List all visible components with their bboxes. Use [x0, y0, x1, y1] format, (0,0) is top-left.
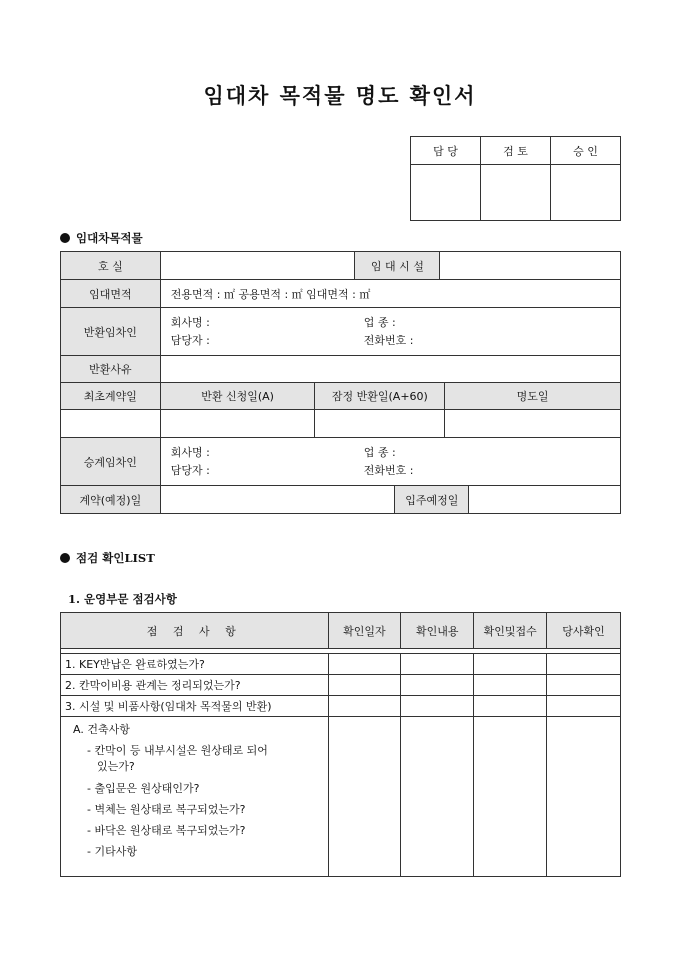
subsection-heading: 1. 운영부문 점검사항 — [68, 592, 177, 606]
section-heading-target — [60, 230, 143, 246]
return-tenant-value[interactable] — [160, 308, 620, 356]
area-value[interactable]: 전용면적 : ㎡ 공용면적 : ㎡ 임대면적 : ㎡ — [160, 280, 620, 308]
return-tenant-label: 반환임차인 — [61, 308, 161, 356]
check-item: - 기타사항 — [87, 845, 137, 858]
first-contract-label: 최초계약일 — [61, 383, 161, 410]
col-header-item: 점 검 사 항 — [61, 613, 329, 649]
col-header-date: 확인일자 — [328, 613, 401, 649]
contract-date-value[interactable] — [160, 486, 395, 514]
check-item-cont: 있는가? — [97, 760, 135, 773]
contract-date-label: 계약(예정)일 — [61, 486, 161, 514]
section-heading-checklist-text: 점검 확인LIST — [76, 551, 155, 565]
target-info-table — [60, 251, 621, 514]
approval-sign-approve[interactable] — [551, 165, 621, 221]
tentative-date-label: 잠정 반환일(A+60) — [315, 383, 445, 410]
movein-date-value[interactable] — [469, 486, 621, 514]
approval-header-review: 검 토 — [481, 137, 551, 165]
approval-header-staff: 담 당 — [411, 137, 481, 165]
industry-label: 업 종 : — [363, 315, 396, 329]
request-date-value[interactable] — [160, 410, 315, 438]
bullet-icon — [60, 233, 70, 243]
col-header-company: 당사확인 — [547, 613, 621, 649]
table-row: 2. 칸막이비용 관계는 정리되었는가? — [61, 675, 329, 696]
return-reason-value[interactable] — [160, 356, 620, 383]
successor-label: 승계임차인 — [61, 438, 161, 486]
col-header-receipt: 확인및접수 — [474, 613, 547, 649]
successor-manager-label: 담당자 : — [170, 463, 210, 477]
facility-value[interactable] — [440, 252, 621, 280]
movein-date-label: 입주예정일 — [395, 486, 469, 514]
successor-value[interactable] — [160, 438, 620, 486]
return-reason-label: 반환사유 — [61, 356, 161, 383]
check-item: - 바닥은 원상태로 복구되었는가? — [87, 824, 246, 837]
phone-label: 전화번호 : — [363, 333, 414, 347]
handover-date-value[interactable] — [445, 410, 621, 438]
company-label: 회사명 : — [170, 315, 210, 329]
section-heading-checklist — [60, 550, 155, 566]
approval-sign-review[interactable] — [481, 165, 551, 221]
approval-header-approve: 승 인 — [551, 137, 621, 165]
facility-label: 임 대 시 설 — [355, 252, 440, 280]
tentative-date-value[interactable] — [315, 410, 445, 438]
approval-sign-staff[interactable] — [411, 165, 481, 221]
document-title: 임대차 목적물 명도 확인서 — [203, 83, 477, 108]
handover-date-label: 명도일 — [445, 383, 621, 410]
building-items — [61, 717, 329, 877]
section-heading-target-text: 임대차목적물 — [76, 231, 143, 245]
col-header-content: 확인내용 — [401, 613, 474, 649]
successor-phone-label: 전화번호 : — [363, 463, 414, 477]
request-date-label: 반환 신청일(A) — [160, 383, 315, 410]
unit-value[interactable] — [160, 252, 355, 280]
check-item: - 출입문은 원상태인가? — [87, 782, 200, 795]
check-item: - 칸막이 등 내부시설은 원상태로 되어 — [87, 744, 268, 757]
approval-table — [410, 136, 621, 221]
building-label: A. 건축사항 — [73, 723, 130, 736]
bullet-icon — [60, 553, 70, 563]
table-row: 1. KEY반납은 완료하였는가? — [61, 654, 329, 675]
first-contract-value[interactable] — [61, 410, 161, 438]
successor-company-label: 회사명 : — [170, 445, 210, 459]
checklist-table — [60, 612, 621, 877]
area-label: 임대면적 — [61, 280, 161, 308]
table-row: 3. 시설 및 비품사항(임대차 목적물의 반환) — [61, 696, 329, 717]
successor-industry-label: 업 종 : — [363, 445, 396, 459]
manager-label: 담당자 : — [170, 333, 210, 347]
unit-label: 호 실 — [61, 252, 161, 280]
check-item: - 벽체는 원상태로 복구되었는가? — [87, 803, 246, 816]
